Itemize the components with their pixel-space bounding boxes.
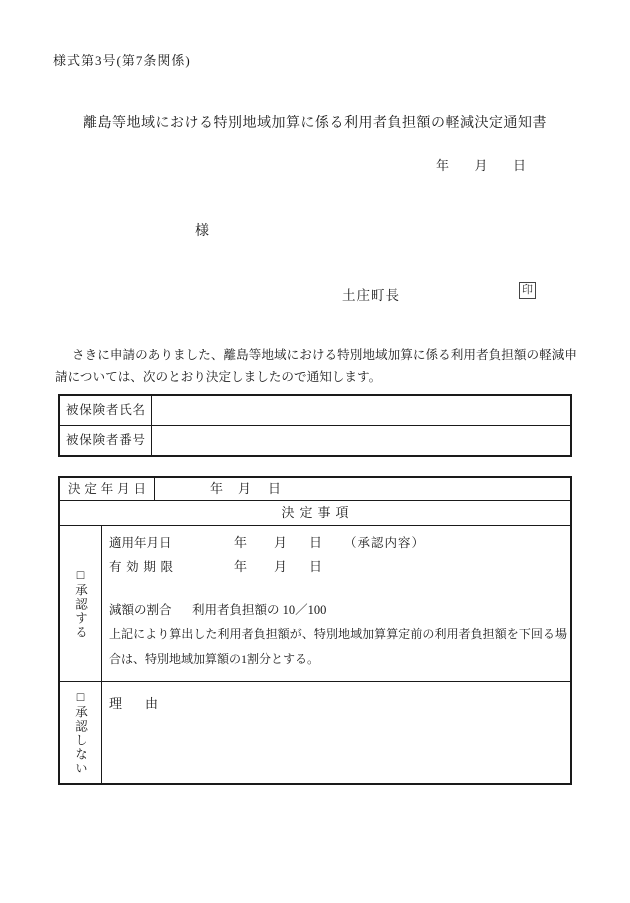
sender-title: 土庄町長 bbox=[342, 288, 400, 303]
reject-checkbox-icon: □ bbox=[73, 689, 88, 706]
page-title: 離島等地域における特別地域加算に係る利用者負担額の軽減決定通知書 bbox=[83, 116, 547, 131]
reject-checkbox-cell bbox=[60, 682, 102, 783]
addressee-honorific: 様 bbox=[195, 224, 209, 239]
decision-date-day-label: 日 bbox=[268, 481, 282, 496]
apply-date-day-label: 日 bbox=[309, 535, 323, 550]
reduction-rate-value: 利用者負担額の 10／100 bbox=[192, 603, 327, 617]
valid-until-label: 有効期限 bbox=[109, 560, 173, 574]
insured-name-value bbox=[152, 396, 570, 425]
decision-items-header: 決定事項 bbox=[60, 501, 570, 526]
body-paragraph: さきに申請のありました、離島等地域における特別地域加算に係る利用者負担額の軽減申請については、次のとおり決定しましたので通知します。 bbox=[55, 348, 577, 384]
decision-date-row bbox=[60, 478, 570, 501]
decision-date-label: 決定年月日 bbox=[60, 478, 155, 500]
decision-date-year-label: 年 bbox=[210, 481, 224, 496]
decision-date-month-label: 月 bbox=[238, 481, 252, 496]
decision-table bbox=[58, 476, 572, 785]
approval-content-note: （承認内容） bbox=[344, 536, 426, 550]
decision-date-value bbox=[155, 478, 570, 500]
issue-date-day-label: 日 bbox=[512, 158, 526, 173]
insured-number-value bbox=[152, 426, 570, 455]
apply-date-month-label: 月 bbox=[274, 535, 288, 550]
valid-until-month-label: 月 bbox=[274, 559, 288, 574]
reduction-rate-line bbox=[102, 598, 570, 622]
apply-date-label: 適用年月日 bbox=[109, 536, 172, 550]
approve-option bbox=[72, 568, 90, 640]
insured-info-table bbox=[58, 394, 572, 457]
insured-number-label: 被保険者番号 bbox=[60, 426, 152, 455]
valid-until-day-label: 日 bbox=[309, 559, 323, 574]
issue-date-year-label: 年 bbox=[436, 158, 450, 173]
reject-option-label: 承認しない bbox=[73, 705, 88, 776]
seal-placeholder: 印 bbox=[519, 282, 536, 299]
reduction-rate-label: 減額の割合 bbox=[109, 603, 172, 617]
approve-checkbox-cell bbox=[60, 526, 102, 681]
approve-content-cell bbox=[102, 526, 570, 681]
reject-reason-label: 理 由 bbox=[109, 696, 164, 711]
approve-section-row bbox=[60, 526, 570, 682]
reject-reason-cell bbox=[102, 682, 570, 783]
insured-number-row bbox=[60, 426, 570, 455]
valid-until-year-label: 年 bbox=[234, 559, 248, 574]
valid-until-line bbox=[102, 555, 570, 579]
reject-option bbox=[72, 690, 90, 776]
insured-name-label: 被保険者氏名 bbox=[60, 396, 152, 425]
approval-note: 上記により算出した利用者負担額が、特別地域加算算定前の利用者負担額を下回る場合は、特別地域加算額の1割分とする。 bbox=[109, 627, 567, 666]
issue-date-line bbox=[436, 155, 526, 174]
issue-date-month-label: 月 bbox=[474, 158, 488, 173]
apply-date-year-label: 年 bbox=[234, 535, 248, 550]
approve-checkbox-icon: □ bbox=[73, 567, 88, 584]
insured-name-row bbox=[60, 396, 570, 426]
form-number: 様式第3号(第7条関係) bbox=[53, 53, 191, 68]
reject-section-row bbox=[60, 682, 570, 783]
approve-option-label: 承認する bbox=[73, 583, 88, 640]
apply-date-line bbox=[102, 531, 570, 555]
